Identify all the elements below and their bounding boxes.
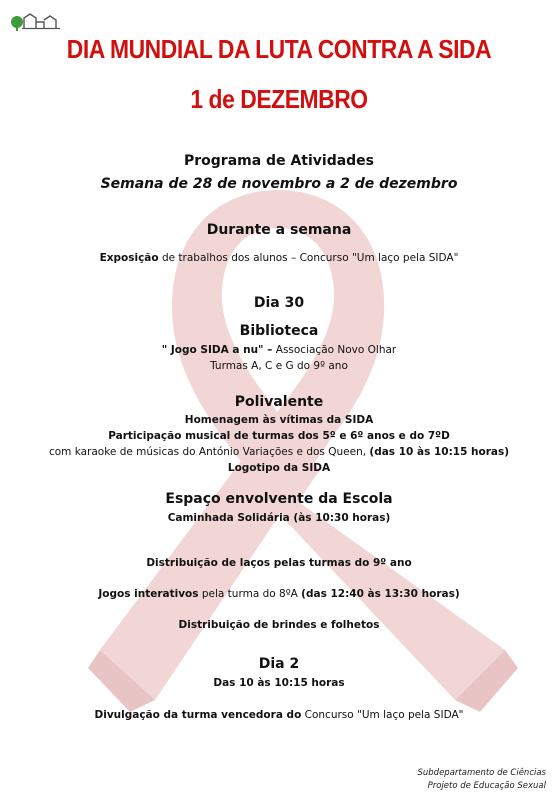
- footer-line2: Projeto de Educação Sexual: [427, 781, 546, 791]
- biblioteca-heading: Biblioteca: [239, 323, 319, 339]
- espaco-line2: Distribuição de laços pelas turmas do 9º ano: [146, 557, 412, 569]
- week-heading: Durante a semana: [206, 222, 352, 238]
- day2-line2-rest: Concurso "Um laço pela SIDA": [301, 709, 464, 721]
- polivalente-line2: Participação musical de turmas dos 5º e 6º anos e do 7ºD: [108, 430, 450, 442]
- biblioteca-line2: Turmas A, C e G do 9º ano: [210, 360, 348, 372]
- footer-line1: Subdepartamento de Ciências: [417, 768, 546, 778]
- biblioteca-line1-rest: Associação Novo Olhar: [272, 344, 397, 356]
- polivalente-line3: [0, 446, 558, 458]
- day2-heading: Dia 2: [258, 656, 300, 672]
- day2-line2: [0, 709, 558, 721]
- espaco-line3: [0, 588, 558, 600]
- espaco-line1: Caminhada Solidária (às 10:30 horas): [167, 512, 391, 524]
- week-line-bold: Exposição: [99, 252, 159, 264]
- polivalente-heading: Polivalente: [234, 394, 324, 410]
- page-title-date: 1 de DEZEMBRO: [190, 84, 368, 114]
- espaco-line4: Distribuição de brindes e folhetos: [178, 619, 380, 631]
- polivalente-line1: Homenagem às vítimas da SIDA: [184, 414, 374, 426]
- espaco-line3-end: (das 12:40 às 13:30 horas): [301, 588, 460, 600]
- polivalente-line3-bold: (das 10 às 10:15 horas): [369, 446, 510, 458]
- day30-heading: Dia 30: [253, 295, 305, 311]
- page-title: DIA MUNDIAL DA LUTA CONTRA A SIDA: [66, 34, 492, 64]
- polivalente-line4: Logotipo da SIDA: [227, 462, 331, 474]
- espaco-line3-mid: pela turma do 8ºA: [198, 588, 302, 600]
- program-heading: Programa de Atividades: [183, 153, 375, 169]
- espaco-line3-bold: Jogos interativos: [98, 588, 199, 600]
- biblioteca-line1-bold: " Jogo SIDA a nu" –: [161, 344, 273, 356]
- day2-line2-bold: Divulgação da turma vencedora do: [94, 709, 302, 721]
- program-subheading: Semana de 28 de novembro a 2 de dezembro: [100, 176, 458, 192]
- week-line-rest: de trabalhos dos alunos – Concurso "Um laço pela SIDA": [158, 252, 459, 264]
- day2-line1: Das 10 às 10:15 horas: [213, 677, 345, 689]
- week-line: [0, 252, 558, 264]
- biblioteca-line1: [0, 344, 558, 356]
- espaco-heading: Espaço envolvente da Escola: [165, 491, 393, 507]
- polivalente-line3-rest: com karaoke de músicas do António Variações e dos Queen,: [48, 446, 370, 458]
